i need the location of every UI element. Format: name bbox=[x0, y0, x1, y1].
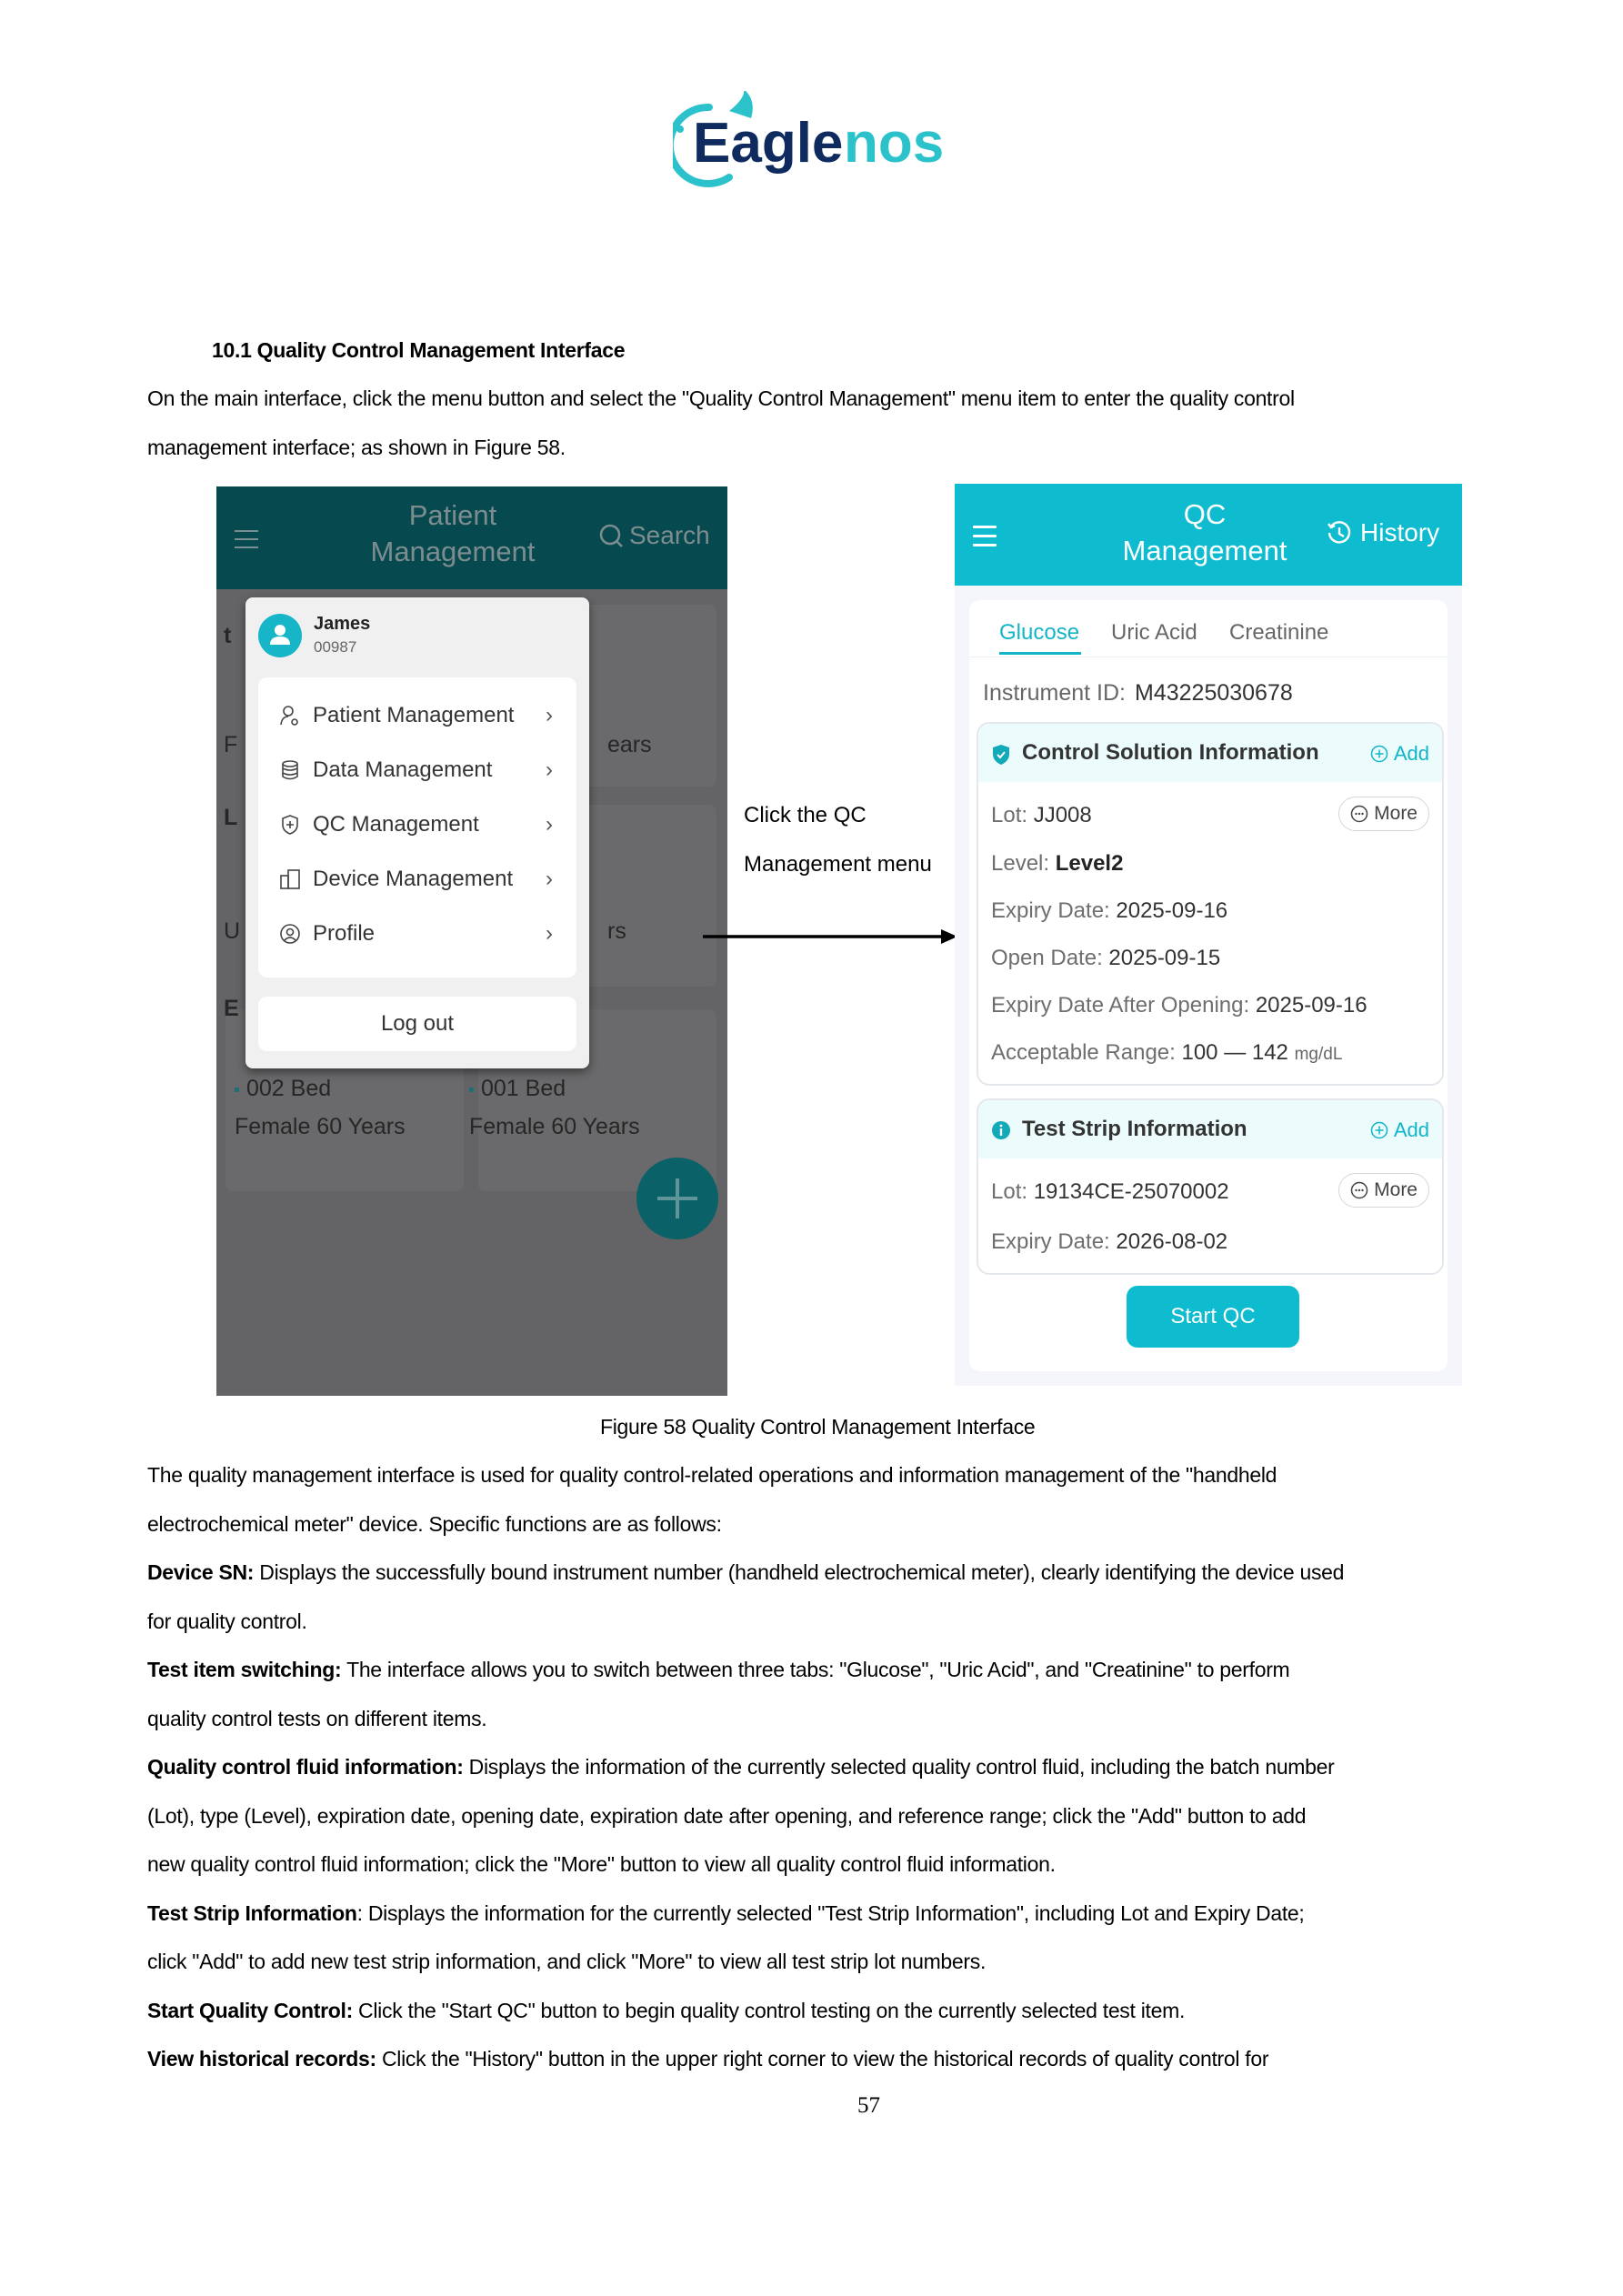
body-start-qc: Start Quality Control: Click the "Start QC" button to begin quality control testing on the currently selected test item. bbox=[147, 1999, 1186, 2022]
body-device-sn: Device SN: Displays the successfully bound instrument number (handheld electrochemical meter), clearly identifying the device used bbox=[147, 1560, 1345, 1584]
lot-value: JJ008 bbox=[1033, 803, 1092, 827]
logo-text-light: nos bbox=[844, 112, 945, 175]
qc-panel bbox=[969, 600, 1448, 1371]
open-date-value: 2025-09-15 bbox=[1108, 946, 1221, 970]
menu-item-data-management[interactable] bbox=[278, 752, 569, 788]
chevron-right-icon: › bbox=[546, 867, 553, 891]
more-icon bbox=[1350, 1181, 1368, 1199]
section-heading: 10.1 Quality Control Management Interface bbox=[212, 338, 626, 362]
tab-creatinine[interactable]: Creatinine bbox=[1229, 620, 1329, 645]
search-label: Search bbox=[629, 521, 710, 549]
qc-management-screenshot bbox=[955, 484, 1462, 1386]
search-button[interactable] bbox=[598, 521, 710, 550]
annotation-line-2: Management menu bbox=[744, 852, 932, 877]
bed-info: Female 60 Years bbox=[469, 1114, 640, 1139]
figure-caption: Figure 58 Quality Control Management Interface bbox=[600, 1415, 1036, 1439]
more-test-strip-button[interactable]: More bbox=[1338, 1173, 1429, 1208]
shield-check-icon bbox=[991, 744, 1011, 766]
card-title: Control Solution Information bbox=[1022, 740, 1319, 765]
menu-item-qc-management[interactable] bbox=[278, 807, 569, 843]
avatar bbox=[258, 614, 302, 657]
strip-expiry-value: 2026-08-02 bbox=[1116, 1229, 1228, 1254]
body-text: (Lot), type (Level), expiration date, opening date, expiration date after opening, and reference range; click the "Add" button to add bbox=[147, 1804, 1307, 1828]
more-icon bbox=[1350, 805, 1368, 823]
menu-item-profile[interactable] bbox=[278, 916, 569, 952]
body-text: new quality control fluid information; click the "More" button to view all quality control fluid information. bbox=[147, 1852, 1056, 1876]
bed-info: Female 60 Years bbox=[235, 1114, 406, 1139]
strip-lot-value: 19134CE-25070002 bbox=[1033, 1179, 1229, 1204]
lot-row: Lot: JJ008 bbox=[991, 803, 1092, 827]
bg-fragment: rs bbox=[607, 918, 626, 944]
header-title bbox=[353, 497, 553, 570]
history-icon bbox=[1326, 519, 1353, 546]
info-icon bbox=[991, 1120, 1011, 1140]
instrument-id-label: Instrument ID: bbox=[983, 680, 1126, 706]
header-title-line-2: Management bbox=[1122, 535, 1287, 566]
test-strip-card bbox=[977, 1098, 1444, 1275]
body-strip-info: Test Strip Information: Displays the information for the currently selected "Test Strip Information", including Lot and Expiry Date; bbox=[147, 1901, 1305, 1925]
menu-item-label: Patient Management bbox=[313, 703, 515, 727]
history-button[interactable] bbox=[1326, 518, 1439, 547]
header-title-line-1: QC bbox=[1183, 498, 1227, 530]
add-patient-fab[interactable] bbox=[636, 1158, 718, 1239]
chevron-right-icon: › bbox=[546, 757, 553, 782]
body-text: click "Add" to add new test strip information, and click "More" to view all test strip lot numbers. bbox=[147, 1950, 987, 1973]
plus-circle-icon bbox=[1370, 1121, 1388, 1139]
chevron-right-icon: › bbox=[546, 703, 553, 727]
bed-label: 002 Bed bbox=[235, 1076, 331, 1102]
bg-fragment: t bbox=[224, 623, 232, 648]
chevron-right-icon: › bbox=[546, 921, 553, 946]
app-header bbox=[955, 484, 1462, 586]
chevron-right-icon: › bbox=[546, 812, 553, 837]
body-text: electrochemical meter" device. Specific functions are as follows: bbox=[147, 1512, 722, 1536]
add-control-solution-button[interactable]: Add bbox=[1370, 742, 1429, 766]
card-title: Test Strip Information bbox=[1022, 1117, 1247, 1141]
profile-icon bbox=[278, 922, 302, 946]
search-icon bbox=[598, 523, 624, 548]
tab-uric-acid[interactable]: Uric Acid bbox=[1111, 620, 1197, 645]
menu-item-label: QC Management bbox=[313, 812, 479, 837]
active-tab-indicator bbox=[999, 652, 1081, 655]
add-test-strip-button[interactable]: Add bbox=[1370, 1118, 1429, 1142]
menu-item-label: Device Management bbox=[313, 867, 514, 891]
expiry-row: Expiry Date: 2025-09-16 bbox=[991, 898, 1228, 923]
body-test-switching: Test item switching: The interface allows you to switch between three tabs: "Glucose", "Uric Acid", and "Creatinine" to perform bbox=[147, 1658, 1290, 1681]
menu-item-device-management[interactable] bbox=[278, 861, 569, 897]
navigation-menu bbox=[245, 597, 589, 1068]
more-control-solution-button[interactable]: More bbox=[1338, 797, 1429, 831]
bed-label: 001 Bed bbox=[469, 1076, 566, 1102]
card-header bbox=[978, 1100, 1442, 1158]
database-icon bbox=[278, 758, 302, 782]
bg-fragment: E bbox=[224, 996, 239, 1021]
body-text: quality control tests on different items. bbox=[147, 1707, 487, 1730]
level-row: Level: Level2 bbox=[991, 851, 1124, 876]
body-history: View historical records: Click the "History" button in the upper right corner to view the historical records of quality control for bbox=[147, 2047, 1269, 2070]
level-value: Level2 bbox=[1055, 851, 1124, 876]
menu-icon[interactable] bbox=[973, 526, 997, 553]
open-date-row: Open Date: 2025-09-15 bbox=[991, 946, 1221, 970]
user-name: James bbox=[314, 614, 371, 634]
plus-circle-icon bbox=[1370, 745, 1388, 763]
arrow-icon bbox=[703, 927, 957, 946]
range-value: 100 — 142 bbox=[1181, 1040, 1288, 1065]
patient-management-screenshot bbox=[216, 486, 727, 1396]
intro-line-1: On the main interface, click the menu button and select the "Quality Control Management" menu item to enter the quality control bbox=[147, 386, 1295, 410]
range-unit: mg/dL bbox=[1294, 1045, 1343, 1064]
header-title-line-2: Management bbox=[370, 536, 536, 567]
control-solution-card bbox=[977, 722, 1444, 1086]
menu-list bbox=[258, 677, 576, 978]
instrument-id-value: M43225030678 bbox=[1135, 680, 1293, 706]
instrument-id-row bbox=[983, 680, 1293, 707]
expiry-after-opening-row: Expiry Date After Opening: 2025-09-16 bbox=[991, 993, 1368, 1018]
body-text: for quality control. bbox=[147, 1609, 307, 1633]
bg-fragment: ears bbox=[607, 732, 652, 757]
menu-item-patient-management[interactable] bbox=[278, 697, 569, 734]
logout-button[interactable]: Log out bbox=[258, 997, 576, 1051]
bg-fragment: U bbox=[224, 918, 241, 944]
device-icon bbox=[278, 867, 302, 891]
history-label: History bbox=[1360, 518, 1440, 546]
annotation-line-1: Click the QC bbox=[744, 803, 867, 827]
bg-fragment: L bbox=[224, 805, 238, 830]
user-id: 00987 bbox=[314, 638, 357, 656]
test-item-tabs bbox=[969, 600, 1448, 657]
bg-fragment: F bbox=[224, 732, 238, 757]
strip-expiry-row: Expiry Date: 2026-08-02 bbox=[991, 1229, 1228, 1254]
body-text: The quality management interface is used for quality control-related operations and information management of the "handheld bbox=[147, 1463, 1277, 1487]
shield-plus-icon bbox=[278, 813, 302, 837]
header-title bbox=[1100, 496, 1309, 569]
body-fluid-info: Quality control fluid information: Displays the information of the currently selected quality control fluid, including the batch number bbox=[147, 1755, 1335, 1779]
tab-glucose[interactable]: Glucose bbox=[999, 620, 1080, 645]
acceptable-range-row: Acceptable Range: 100 — 142 mg/dL bbox=[991, 1040, 1343, 1065]
strip-lot-row: Lot: 19134CE-25070002 bbox=[991, 1179, 1229, 1204]
logo-text-dark: Eagle bbox=[693, 112, 844, 175]
eaglenos-logo bbox=[673, 91, 964, 191]
card-header bbox=[978, 724, 1442, 782]
expiry-after-value: 2025-09-16 bbox=[1255, 993, 1368, 1018]
user-icon bbox=[258, 614, 302, 657]
menu-item-label: Data Management bbox=[313, 757, 493, 782]
menu-item-label: Profile bbox=[313, 921, 376, 946]
menu-icon[interactable] bbox=[235, 530, 258, 555]
page-number: 57 bbox=[857, 2093, 880, 2118]
app-header bbox=[216, 486, 727, 589]
start-qc-button[interactable]: Start QC bbox=[1127, 1286, 1299, 1348]
patient-icon bbox=[278, 704, 302, 727]
expiry-value: 2025-09-16 bbox=[1116, 898, 1228, 923]
intro-line-2: management interface; as shown in Figure 58. bbox=[147, 436, 566, 459]
header-title-line-1: Patient bbox=[408, 499, 497, 531]
